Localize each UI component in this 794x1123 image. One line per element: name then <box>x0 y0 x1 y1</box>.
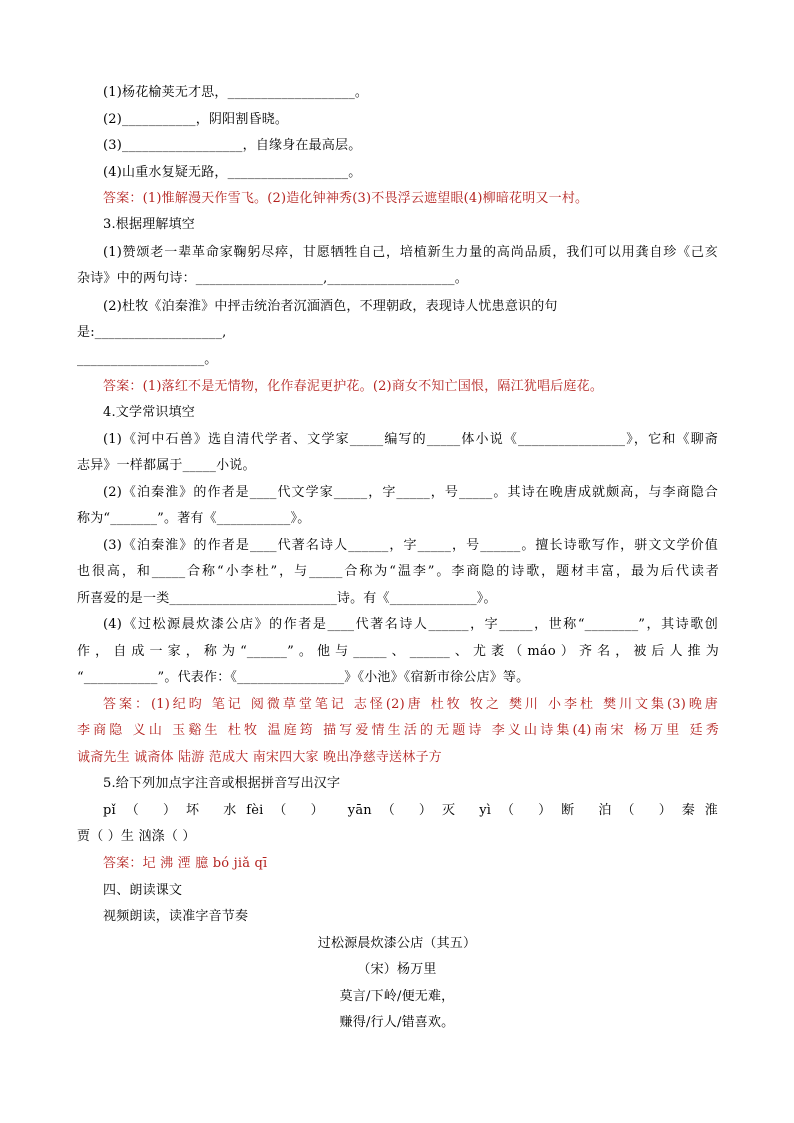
fill-blank-3: (3)__________________，自缘身在最高层。 <box>103 138 362 153</box>
question-4-4-line-2: 作，自成一家，称为“______”。他与_____、______、尤袤（máo）齐名，被后人推为 <box>77 644 719 659</box>
section-heading-read: 四、朗读课文 <box>103 883 183 898</box>
section-heading-4: 4.文学常识填空 <box>103 405 196 420</box>
fill-blank-1: (1)杨花榆荚无才思，___________________。 <box>103 85 369 100</box>
question-4-4-line-1: (4)《过松源晨炊漆公店》的作者是____代著名诗人______，字_____，世称“________”，其诗歌创 <box>103 617 718 632</box>
poem-title: 过松源晨炊漆公店（其五） <box>317 936 477 951</box>
question-3-2-line-1: (2)杜牧《泊秦淮》中抨击统治者沉湎酒色，不理朝政，表现诗人忧患意识的句 <box>103 299 558 314</box>
poem-line-2: 赚得/行人/错喜欢。 <box>339 1015 455 1030</box>
answer-5: 答案：圮 沸 湮 臆 bó jiǎ qī <box>103 856 268 871</box>
poem-author: （宋）杨万里 <box>357 962 437 977</box>
answer-3: 答案：(1)落红不是无情物，化作春泥更护花。(2)商女不知亡国恨，隔江犹唱后庭花。 <box>103 379 604 394</box>
question-3-1-line-1: (1)赞颂老一辈革命家鞠躬尽瘁，甘愿牺牲自己，培植新生力量的高尚品质，我们可以用龚自珍《己亥 <box>103 245 718 260</box>
section-heading-3: 3.根据理解填空 <box>103 217 196 232</box>
reading-instruction: 视频朗读，读准字音节奏 <box>103 909 249 924</box>
question-4-2-line-2: 称为“_______”。著有《___________》。 <box>77 511 311 526</box>
section-heading-5: 5.给下列加点字注音或根据拼音写出汉字 <box>103 776 341 791</box>
question-3-1-line-2: 杂诗》中的两句诗：___________________,___________________。 <box>77 271 468 286</box>
question-4-1-line-2: 志异》一样都属于_____小说。 <box>77 458 256 473</box>
answer-1: 答案：(1)惟解漫天作雪飞。(2)造化钟神秀(3)不畏浮云遮望眼(4)柳暗花明又一村。 <box>103 191 589 206</box>
poem-line-1: 莫言/下岭/便无难， <box>339 989 455 1004</box>
question-4-4-line-3: “___________”。代表作：《________________》《小池》《宿新市徐公店》等。 <box>77 670 530 685</box>
question-3-2-line-3: ___________________。 <box>77 352 218 367</box>
question-3-2-line-2: 是:___________________, <box>77 325 227 340</box>
pinyin-line-1: pǐ（ ）坏 水fèi（ ） yān（ ）灭 yì（ ）断 泊（ ）秦淮 <box>103 803 718 818</box>
fill-blank-4: (4)山重水复疑无路，__________________。 <box>103 165 362 180</box>
answer-4-line-3: 诚斋先生 诚斋体 陆游 范成大 南宋四大家 晚出净慈寺送林子方 <box>77 750 442 765</box>
answer-4-line-1: 答案：(1)纪昀 笔记 阅微草堂笔记 志怪(2)唐 杜牧 牧之 樊川 小李杜 樊川文集(3)晚唐 <box>103 697 718 712</box>
question-4-1-line-1: (1)《河中石兽》选自清代学者、文学家_____编写的_____体小说《________________》，它和《聊斋 <box>103 432 718 447</box>
question-4-3-line-3: 所喜爱的是一类_________________________诗。有《_____________》。 <box>77 591 497 606</box>
question-4-3-line-2: 也很高，和_____合称“小李杜”，与_____合称为“温李”。李商隐的诗歌，题材丰富，最为后代读者 <box>77 564 719 579</box>
fill-blank-2: (2)___________，阴阳割昏晓。 <box>103 112 289 127</box>
question-4-2-line-1: (2)《泊秦淮》的作者是____代文学家_____，字_____，号_____。其诗在晚唐成就颇高，与李商隐合 <box>103 485 718 500</box>
question-4-3-line-1: (3)《泊秦淮》的作者是____代著名诗人______，字_____，号______。擅长诗歌写作，骈文文学价值 <box>103 538 718 553</box>
answer-4-line-2: 李商隐 义山 玉谿生 杜牧 温庭筠 描写爱情生活的无题诗 李义山诗集(4)南宋 杨万里 廷秀 <box>77 723 719 738</box>
pinyin-line-2: 贾（ ）生 汹涤（ ） <box>77 829 196 844</box>
